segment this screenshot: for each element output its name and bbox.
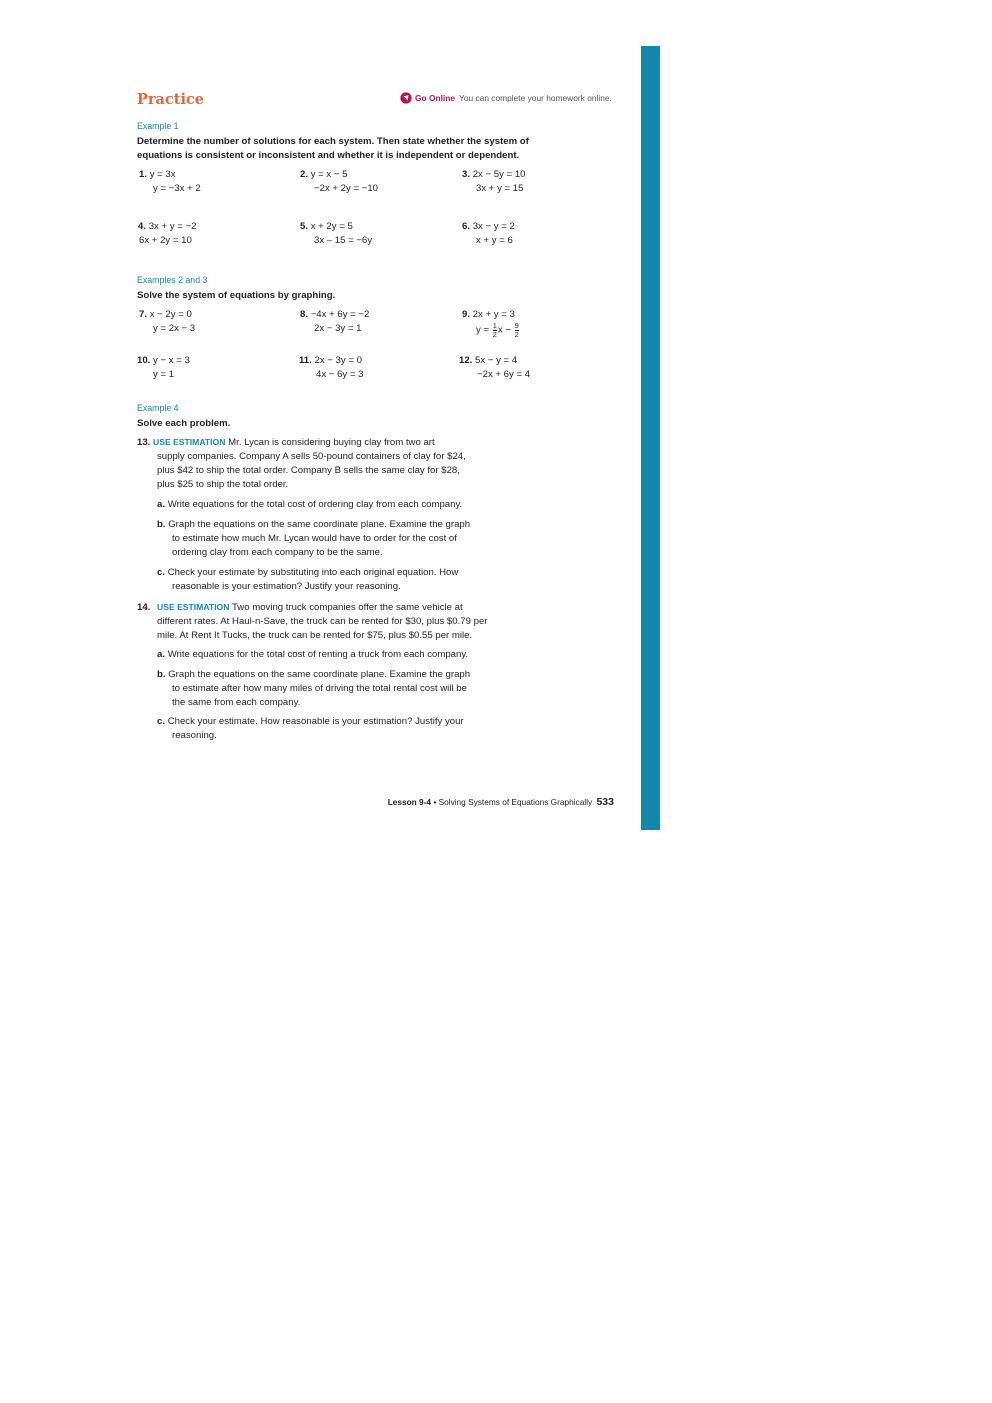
problem-8 [300, 308, 369, 336]
problem-number: 10. [137, 355, 151, 366]
part-text: ordering clay from each company to be the same. [172, 547, 383, 558]
equation: −2x + 6y = 4 [477, 369, 531, 380]
problem-6 [462, 220, 515, 248]
side-tab-bar [641, 46, 660, 830]
part-label: a. [157, 649, 166, 660]
equation: 2x − 3y = 1 [314, 323, 362, 334]
lesson-number: Lesson 9-4 [387, 797, 432, 807]
page-title: Practice [137, 91, 205, 108]
problem-text: different rates. At Haul-n-Save, the truck can be rented for $30, plus $0.79 per [157, 616, 488, 627]
problem-5 [300, 220, 372, 248]
equation: x + 2y = 5 [310, 221, 353, 232]
equation: y = 3x [149, 169, 176, 180]
problem-1 [139, 168, 201, 196]
section-label-examples-2-3: Examples 2 and 3 [137, 275, 208, 285]
problem-text: Mr. Lycan is considering buying clay from two art [228, 437, 435, 448]
problem-3 [462, 168, 526, 196]
fraction [515, 322, 519, 338]
instruction-line-2: equations is consistent or inconsistent and whether it is independent or dependent. [137, 150, 520, 161]
problem-number: 11. [299, 355, 312, 366]
problem-number: 8. [300, 309, 309, 320]
section-label-example-1: Example 1 [137, 121, 179, 131]
part-text: Write equations for the total cost of ordering clay from each company. [167, 499, 463, 510]
part-text: to estimate after how many miles of driving the total rental cost will be [172, 683, 467, 694]
problem-number: 1. [139, 169, 148, 180]
problem-14a [157, 648, 468, 662]
use-estimation-tag: USE ESTIMATION [153, 437, 226, 447]
equation-part: y = [476, 324, 492, 336]
problem-number: 9. [462, 309, 471, 320]
part-text: reasonable is your estimation? Justify your reasoning. [172, 581, 401, 592]
problem-10 [137, 354, 190, 382]
problem-14c [157, 715, 464, 743]
problem-14b [157, 668, 470, 710]
problem-13 [137, 435, 466, 492]
equation: −4x + 6y = −2 [310, 309, 370, 320]
equation: y − x = 3 [153, 355, 190, 366]
problem-12 [459, 354, 530, 382]
part-text: the same from each company. [172, 697, 301, 708]
part-label: b. [157, 519, 166, 530]
problem-number: 13. [137, 437, 151, 448]
problem-number: 5. [300, 221, 309, 232]
part-text: reasoning. [172, 730, 217, 741]
problem-2 [300, 168, 378, 196]
go-online-banner[interactable] [400, 92, 612, 104]
part-label: b. [157, 669, 166, 680]
equation: 3x + y = −2 [148, 221, 197, 232]
equation: 2x − 3y = 0 [314, 355, 362, 366]
part-label: a. [157, 499, 166, 510]
problem-text: supply companies. Company A sells 50-pound containers of clay for $24, [157, 451, 466, 462]
problem-13a [157, 498, 462, 512]
equation: −2x + 2y = −10 [314, 183, 379, 194]
problem-13b [157, 518, 470, 560]
equation: y = 1 [153, 369, 175, 380]
problem-11 [299, 354, 363, 382]
problem-13c [157, 566, 458, 594]
equation: y = x − 5 [310, 169, 348, 180]
instruction-graphing: Solve the system of equations by graphing. [137, 290, 336, 301]
problem-number: 14. [137, 602, 151, 613]
problem-text: plus $25 to ship the total order. [157, 479, 289, 490]
problem-number: 2. [300, 169, 309, 180]
equation: 2x − 5y = 10 [472, 169, 526, 180]
go-online-icon [400, 92, 412, 104]
go-online-link[interactable]: Go Online [415, 93, 456, 103]
page-number: 533 [596, 796, 614, 808]
part-text: Graph the equations on the same coordinate plane. Examine the graph [168, 519, 471, 530]
part-text: Graph the equations on the same coordinate plane. Examine the graph [168, 669, 471, 680]
part-label: c. [157, 716, 166, 727]
problem-text: mile. At Rent It Tucks, the truck can be rented for $75, plus $0.55 per mile. [157, 630, 473, 641]
numerator: 1 [492, 321, 497, 330]
equation: 4x − 6y = 3 [316, 369, 364, 380]
equation: 3x − y = 2 [472, 221, 515, 232]
equation: 5x − y = 4 [475, 355, 518, 366]
problem-text: plus $42 to ship the total order. Company B sells the same clay for $28, [157, 465, 460, 476]
part-label: c. [157, 567, 166, 578]
equation: 6x + 2y = 10 [139, 235, 192, 246]
denominator: 2 [514, 329, 519, 339]
go-online-text: You can complete your homework online. [459, 93, 612, 103]
problem-text: Two moving truck companies offer the same vehicle at [231, 602, 463, 613]
equation: x + y = 6 [476, 235, 513, 246]
use-estimation-tag: USE ESTIMATION [157, 602, 230, 612]
part-text: to estimate how much Mr. Lycan would have to order for the cost of [172, 533, 457, 544]
numerator: 9 [514, 321, 519, 330]
instruction-solve: Solve each problem. [137, 418, 231, 429]
problem-7 [139, 308, 195, 336]
problem-14 [137, 600, 487, 643]
problem-number: 3. [462, 169, 471, 180]
part-text: Check your estimate. How reasonable is your estimation? Justify your [167, 716, 464, 727]
equation-with-fractions [462, 322, 520, 338]
denominator: 2 [492, 329, 497, 339]
equation: 3x – 15 = −6y [314, 235, 373, 246]
equation: y = 2x − 3 [153, 323, 196, 334]
part-text: Write equations for the total cost of renting a truck from each company. [167, 649, 469, 660]
equation: 2x + y = 3 [472, 309, 515, 320]
part-text: Check your estimate by substituting into each original equation. How [167, 567, 459, 578]
equation: y = −3x + 2 [153, 183, 201, 194]
problem-number: 7. [139, 309, 148, 320]
footer-separator: • [431, 797, 439, 807]
problem-4 [138, 220, 196, 248]
section-label-example-4: Example 4 [137, 403, 179, 413]
problem-number: 4. [138, 221, 147, 232]
equation-part: x − [497, 324, 514, 336]
fraction [493, 322, 497, 338]
equation: 3x + y = 15 [476, 183, 524, 194]
problem-number: 12. [459, 355, 473, 366]
equation: x − 2y = 0 [149, 309, 192, 320]
lesson-topic: Solving Systems of Equations Graphically [438, 797, 593, 807]
instruction-line-1: Determine the number of solutions for each system. Then state whether the system of [137, 136, 529, 147]
problem-9 [462, 308, 520, 338]
problem-number: 6. [462, 221, 471, 232]
page-footer [388, 796, 614, 808]
